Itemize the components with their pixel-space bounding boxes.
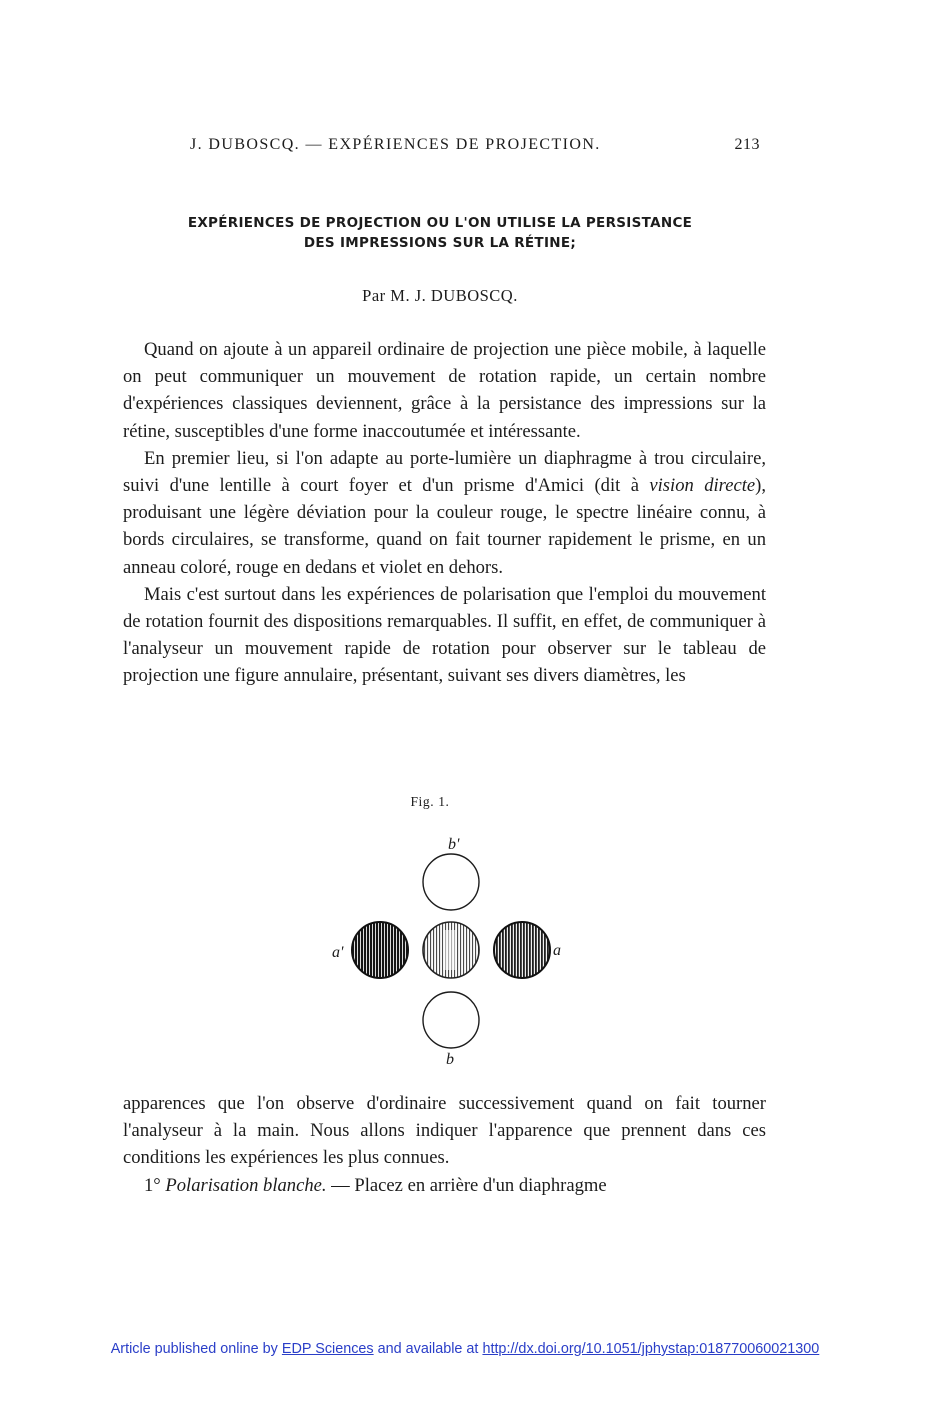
running-head: [190, 136, 770, 160]
body-text-top: [123, 336, 766, 690]
label-a: a: [553, 942, 561, 959]
label-b-prime: b': [448, 836, 460, 853]
article-title: [140, 213, 740, 253]
paragraph-2-text-end: ), produisant une légère déviation pour la couleur rouge, le spectre linéaire connu, à bords circulaires, se transforme, quand on fait tourner rapidement le prisme, en un anneau coloré, rouge en dedans et violet en dehors.: [123, 475, 766, 578]
publication-footer: [0, 1341, 930, 1357]
article-title-line-2: DES IMPRESSIONS SUR LA RÉTINE;: [303, 235, 577, 251]
paragraph-continuation: apparences que l'on observe d'ordinaire successivement quand on fait tourner l'analyseur à la main. Nous allons indiquer l'apparence que prennent dans ces conditions les expériences les plus connues.: [123, 1093, 766, 1169]
label-b: b: [446, 1051, 454, 1068]
figure-caption: Fig. 1.: [410, 794, 450, 809]
paragraph-2-text-start: En premier lieu, si l'on adapte au porte-lumière un diaphragme à trou circulaire, suivi d'une lentille à court foyer et d'un prisme d'Amici (dit à: [123, 447, 766, 497]
footer-middle: and available at: [373, 1341, 483, 1357]
article-title-line-1: EXPÉRIENCES DE PROJECTION OU L'ON UTILISE LA PERSISTANCE: [187, 215, 693, 231]
circle-bottom-blank: [423, 992, 479, 1048]
footer-prefix: Article published online by: [110, 1341, 282, 1357]
doi-link[interactable]: http://dx.doi.org/10.1051/jphystap:018770060021300: [482, 1341, 820, 1357]
paragraph-2-italic: vision directe: [649, 475, 756, 497]
circle-top-blank: [423, 854, 479, 910]
section-heading: Polarisation blanche.: [165, 1174, 327, 1196]
section-text: — Placez en arrière d'un diaphragme: [326, 1174, 607, 1196]
paragraph-2: [123, 445, 766, 581]
page-number: 213: [734, 136, 760, 153]
figure-1-drawing: [310, 830, 590, 1070]
section-number: 1°: [144, 1174, 161, 1196]
section-polarisation-blanche: [123, 1172, 766, 1199]
label-a-prime: a': [332, 944, 344, 961]
paragraph-3: Mais c'est surtout dans les expériences de polarisation que l'emploi du mouvement de rotation fournit des dispositions remarquables. Il suffit, en effet, de communiquer à l'analyseur un mouvement rapide de rotation pour observer sur le tableau de projection une figure annulaire, présentant, suivant ses divers diamètres, les: [123, 583, 766, 687]
figure-1: [310, 830, 590, 1070]
author-byline: Par M. J. DUBOSCQ.: [362, 286, 518, 305]
circle-right-dark: [494, 922, 550, 978]
paragraph-1: Quand on ajoute à un appareil ordinaire de projection une pièce mobile, à laquelle on peut communiquer un mouvement de rotation rapide, un certain nombre d'expériences classiques deviennent, grâce à la persistance des impressions sur la rétine, susceptibles d'une forme inaccoutumée et intéressante.: [123, 339, 766, 442]
publisher-link[interactable]: EDP Sciences: [281, 1341, 374, 1357]
running-head-title: J. DUBOSCQ. — EXPÉRIENCES DE PROJECTION.: [190, 136, 601, 153]
center-highlight: [443, 930, 457, 970]
circle-left-dark: [352, 922, 408, 978]
body-text-bottom: [123, 1090, 766, 1199]
